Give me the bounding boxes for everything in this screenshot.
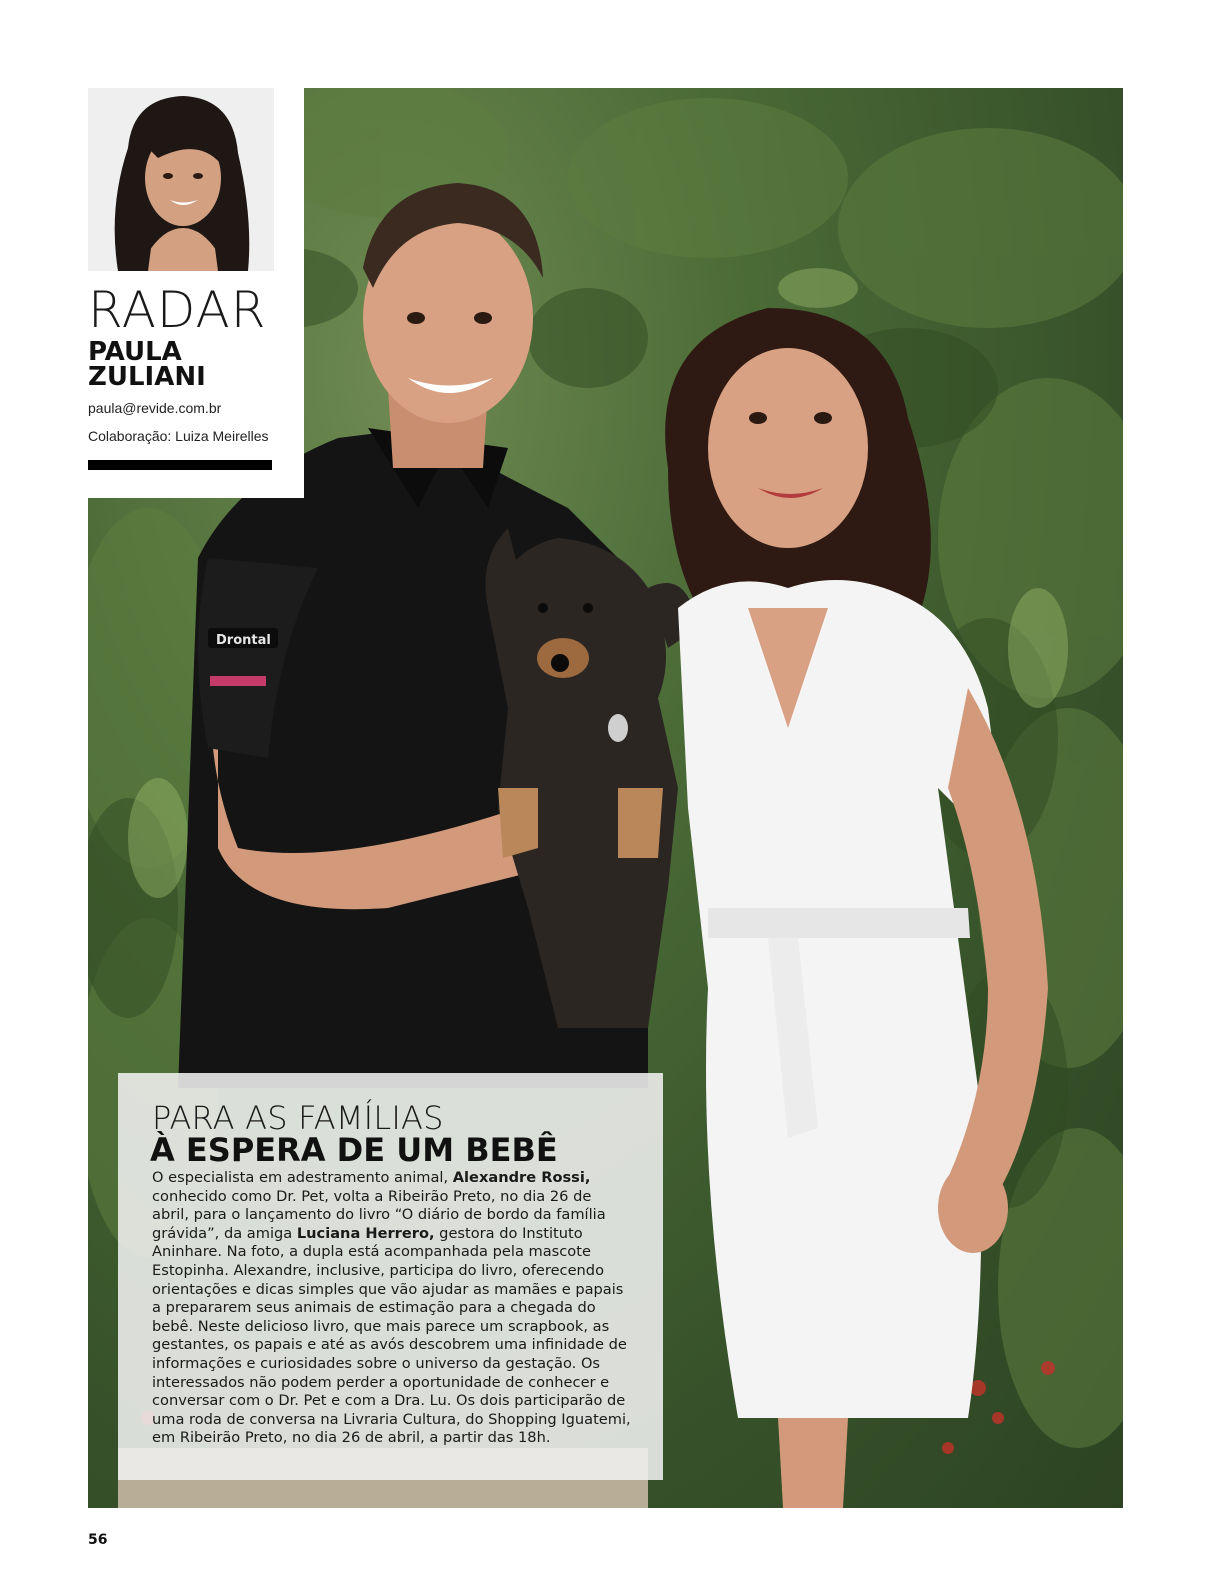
- body-name-alexandre: Alexandre Rossi,: [452, 1169, 591, 1186]
- article-body: [152, 1169, 632, 1448]
- body-name-luciana: Luciana Herrero,: [296, 1224, 435, 1242]
- author-name: [88, 337, 288, 392]
- section-title: RADAR: [88, 281, 267, 339]
- collaboration-credit: Colaboração: Luiza Meirelles: [88, 428, 269, 444]
- article-kicker: PARA AS FAMÍLIAS: [152, 1099, 444, 1137]
- shirt-logo-text: Drontal: [216, 633, 271, 648]
- page-number: 56: [88, 1532, 108, 1548]
- author-portrait-illustration: [88, 88, 274, 271]
- header-divider: [88, 460, 272, 470]
- article-headline: À ESPERA DE UM BEBÊ: [150, 1131, 558, 1169]
- body-text-3: gestora do Instituto Aninhare. Na foto, a dupla está acompanhada pela mascote Estopinha. Alexandre, inclusive, participa do livro, oferecendo orientações e dicas simples que vão ajudar as mamães e papais a prepararem seus animais de estimação para a chegada do bebê. Neste delicioso livro, que mais parece um scrapbook, as gestantes, os papais e até as avós descobrem uma infinidade de informações e curiosidades sobre o universo da gestação. Os interessados não podem perder a oportunidade de conhecer e conversar com o Dr. Pet e com a Dra. Lu. Os dois participarão de uma roda de conversa na Livraria Cultura, do Shopping Iguatemi, em Ribeirão Preto, no dia 26 de abril, a partir das 18h.: [152, 1224, 631, 1447]
- body-text-1: O especialista em adestramento animal,: [152, 1169, 453, 1186]
- article-box: [118, 1073, 663, 1480]
- author-email[interactable]: paula@revide.com.br: [88, 400, 222, 416]
- body-text-2: conhecido como Dr. Pet, volta a Ribeirão Preto, no dia 26 de abril, para o lançamento do livro “O diário de bordo da família grávida”, da amiga: [152, 1187, 606, 1242]
- author-first-name: PAULA: [88, 337, 182, 367]
- column-header: [88, 88, 304, 498]
- author-portrait: [88, 88, 274, 271]
- author-last-name: ZULIANI: [88, 362, 206, 392]
